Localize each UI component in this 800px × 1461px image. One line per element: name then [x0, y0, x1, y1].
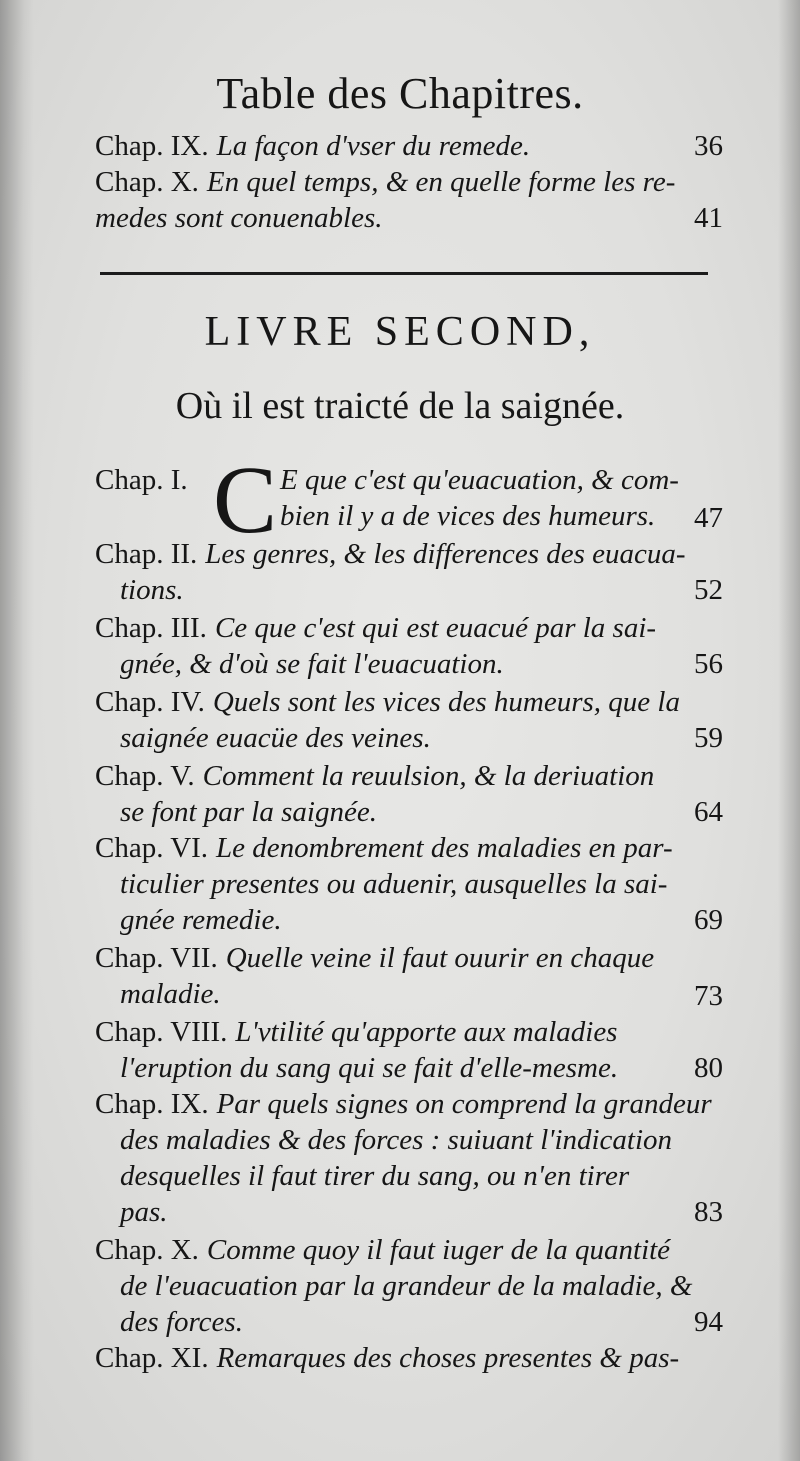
chapter-title-line-1: Comment la reuulsion, & la deriuation — [202, 760, 655, 792]
toc-entry-10 — [95, 1232, 723, 1340]
chapter-title-line-1: E que c'est qu'euacuation, & com- — [280, 464, 679, 496]
chapter-title-line-3: gnée remedie. — [120, 904, 282, 936]
chapter-number: Chap. IX. — [95, 1088, 209, 1120]
chapter-number: Chap. VI. — [95, 832, 209, 864]
chapter-number: Chap. VIII. — [95, 1016, 228, 1048]
chapter-number: Chap. X. — [95, 1234, 199, 1266]
chapter-number: Chap. III. — [95, 612, 207, 644]
chapter-title-line-2: l'eruption du sang qui se fait d'elle-mesme. — [120, 1052, 619, 1084]
chapter-number: Chap. IX. — [95, 130, 209, 162]
drop-cap: C — [213, 446, 278, 553]
page-number: 41 — [694, 202, 723, 234]
toc-entry-top-ix — [95, 128, 723, 164]
chapter-number: Chap. VII. — [95, 942, 218, 974]
toc-entry-2 — [95, 536, 723, 608]
page-number: 36 — [694, 130, 723, 162]
chapter-title-line-1: L'vtilité qu'apporte aux maladies — [235, 1016, 618, 1048]
chapter-title-line-2: tions. — [120, 574, 184, 606]
chapter-title-line-1: Comme quoy il faut iuger de la quantité — [206, 1234, 671, 1266]
chapter-title-line-1: Quels sont les vices des humeurs, que la — [212, 686, 680, 718]
toc-entry-5 — [95, 758, 723, 830]
toc-entry-4 — [95, 684, 723, 756]
chapter-number: Chap. X. — [95, 166, 199, 198]
page-number: 80 — [694, 1052, 723, 1084]
page-number: 59 — [694, 722, 723, 754]
chapter-title-line-1: Le denombrement des maladies en par- — [216, 832, 673, 864]
chapter-title-line-1: Les genres, & les differences des euacua- — [205, 538, 686, 570]
chapter-title-line-2: des maladies & des forces : suiuant l'indication — [120, 1124, 673, 1156]
toc-entry-top-x — [95, 164, 723, 236]
chapter-title-line-2: se font par la saignée. — [120, 796, 377, 828]
chapter-title: La façon d'vser du remede. — [216, 130, 531, 162]
chapter-title-line-1: Quelle veine il faut ouurir en chaque — [225, 942, 655, 974]
chapter-title-line-1: Par quels signes on comprend la grandeur — [216, 1088, 712, 1120]
chapter-title-line-2: ticulier presentes ou aduenir, ausquelles la sai- — [120, 868, 668, 900]
page-number: 56 — [694, 648, 723, 680]
chapter-title-line-2: medes sont conuenables. — [95, 202, 383, 234]
chapter-title-line-2: bien il y a de vices des humeurs. — [280, 500, 656, 532]
page-number: 52 — [694, 574, 723, 606]
chapter-number: Chap. II. — [95, 538, 198, 570]
chapter-title-line-1: Ce que c'est qui est euacué par la sai- — [214, 612, 657, 644]
chapter-number: Chap. I. — [95, 464, 188, 496]
page-number: 83 — [694, 1196, 723, 1228]
toc-entry-6 — [95, 830, 723, 938]
page-number: 64 — [694, 796, 723, 828]
toc-entry-7 — [95, 940, 723, 1012]
toc-entry-11 — [95, 1340, 723, 1376]
page-number: 47 — [694, 502, 723, 534]
page-number: 69 — [694, 904, 723, 936]
toc-entry-8 — [95, 1014, 723, 1086]
chapter-title-line-2: de l'euacuation par la grandeur de la maladie, & — [120, 1270, 693, 1302]
chapter-title-line-1: En quel temps, & en quelle forme les re- — [206, 166, 676, 198]
running-head: Table des Chapitres. — [216, 69, 584, 118]
page-number: 94 — [694, 1306, 723, 1338]
toc-entry-1 — [95, 462, 723, 534]
chapter-title-line-2: saignée euacüe des veines. — [120, 722, 431, 754]
chapter-title-line-3: desquelles il faut tirer du sang, ou n'en tirer — [120, 1160, 630, 1192]
chapter-number: Chap. XI. — [95, 1342, 209, 1374]
toc-entry-9 — [95, 1086, 723, 1230]
book-heading: LIVRE SECOND, — [204, 309, 596, 355]
section-divider-rule — [100, 272, 708, 275]
chapter-title-line-2: maladie. — [120, 978, 221, 1010]
chapter-title-line-3: des forces. — [120, 1306, 243, 1338]
chapter-number: Chap. V. — [95, 760, 195, 792]
toc-entry-3 — [95, 610, 723, 682]
book-subheading: Où il est traicté de la saignée. — [175, 385, 625, 427]
chapter-title-line-1: Remarques des choses presentes & pas- — [216, 1342, 680, 1374]
chapter-title-line-4: pas. — [120, 1196, 168, 1228]
page-number: 73 — [694, 980, 723, 1012]
chapter-title-line-2: gnée, & d'où se fait l'euacuation. — [120, 648, 504, 680]
chapter-number: Chap. IV. — [95, 686, 205, 718]
